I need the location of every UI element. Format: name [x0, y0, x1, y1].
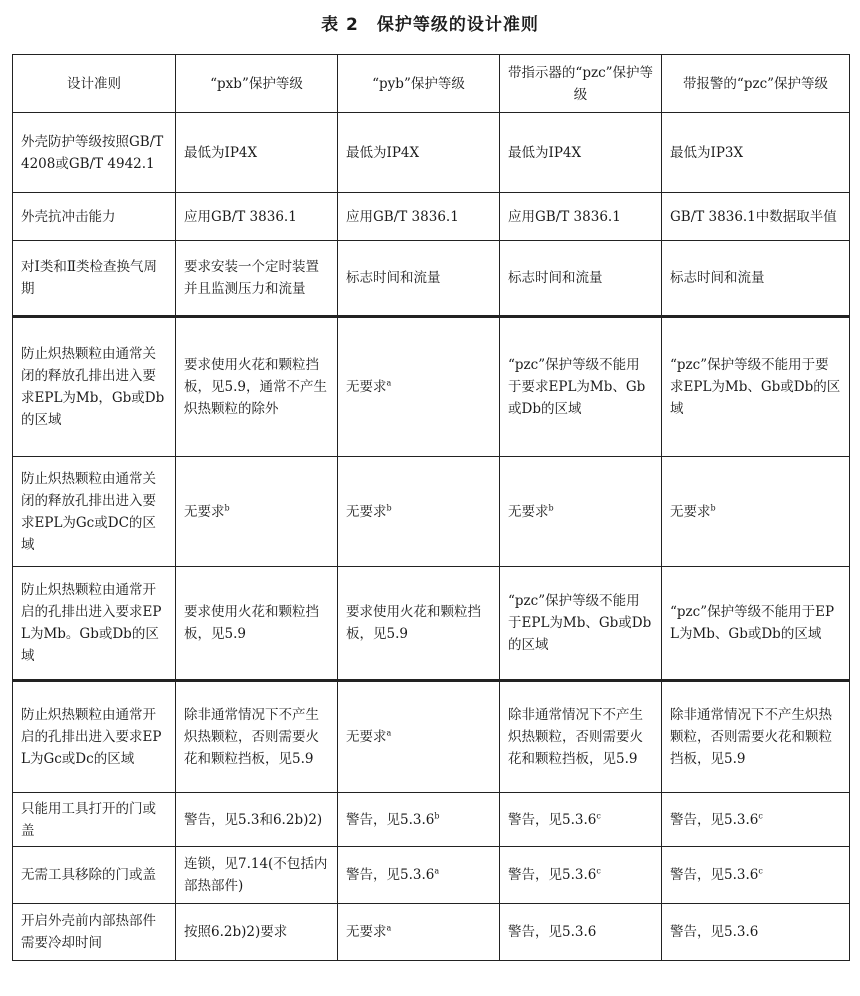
table-row [13, 457, 850, 567]
pxb-cell: 要求使用火花和颗粒挡板，见5.9 [176, 567, 338, 681]
table-row [13, 847, 850, 904]
pzc-indicator-cell: 应用GB/T 3836.1 [500, 193, 662, 241]
pzc-indicator-cell [500, 457, 662, 567]
header-row [13, 55, 850, 113]
pzc-alarm-cell: 除非通常情况下不产生炽热颗粒，否则需要火花和颗粒挡板，见5.9 [662, 681, 850, 793]
cell-text: 警告，见5.3.6 [346, 867, 435, 883]
pxb-cell: 按照6.2b)2)要求 [176, 904, 338, 961]
design-criteria-table [12, 54, 850, 961]
pxb-cell: 除非通常情况下不产生炽热颗粒，否则需要火花和颗粒挡板，见5.9 [176, 681, 338, 793]
footnote-marker: c [596, 866, 601, 876]
pxb-cell [176, 457, 338, 567]
footnote-marker: c [758, 866, 763, 876]
criteria-cell: 外壳抗冲击能力 [13, 193, 176, 241]
cell-text: 无要求 [670, 503, 711, 520]
pzc-alarm-cell: 警告，见5.3.6 [662, 904, 850, 961]
footnote-marker: b [224, 503, 230, 512]
table-title: 表 2 保护等级的设计准则 [321, 15, 539, 35]
footnote-marker: a [434, 866, 440, 876]
table-row [13, 241, 850, 317]
pzc-alarm-cell: “pzc”保护等级不能用于要求EPL为Mb、Gb或Db的区域 [662, 317, 850, 457]
cell-text: 警告，见5.3.6 [508, 811, 597, 828]
footnote-marker: b [548, 503, 554, 512]
criteria-cell: 只能用工具打开的门或盖 [13, 793, 176, 847]
header-pzc-alarm: 带报警的“pzc”保护等级 [662, 55, 850, 113]
cell-text: 警告，见5.3.6 [670, 811, 759, 828]
table-row [13, 567, 850, 681]
footnote-marker: a [386, 378, 392, 388]
cell-text: 警告，见5.3.6 [508, 867, 597, 883]
footnote-marker: b [386, 503, 392, 512]
footnote-marker: b [710, 503, 716, 512]
criteria-cell: 防止炽热颗粒由通常开启的孔排出进入要求EPL为Mb。Gb或Db的区域 [13, 567, 176, 681]
pxb-cell: 应用GB/T 3836.1 [176, 193, 338, 241]
cell-text: 无要求 [346, 924, 387, 940]
header-pzc-indicator: 带指示器的“pzc”保护等级 [500, 55, 662, 113]
pzc-indicator-cell: 除非通常情况下不产生炽热颗粒，否则需要火花和颗粒挡板，见5.9 [500, 681, 662, 793]
pyb-cell [338, 317, 500, 457]
pzc-indicator-cell: 最低为IP4X [500, 113, 662, 193]
pyb-cell [338, 457, 500, 567]
table-row [13, 681, 850, 793]
pxb-cell: 警告，见5.3和6.2b)2) [176, 793, 338, 847]
table-row [13, 793, 850, 847]
pxb-cell: 要求安装一个定时装置并且监测压力和流量 [176, 241, 338, 317]
pzc-alarm-cell: 标志时间和流量 [662, 241, 850, 317]
pzc-alarm-cell: “pzc”保护等级不能用于EPL为Mb、Gb或Db的区域 [662, 567, 850, 681]
table-row [13, 113, 850, 193]
pyb-cell [338, 847, 500, 904]
pzc-indicator-cell: “pzc”保护等级不能用于要求EPL为Mb、Gb或Db的区域 [500, 317, 662, 457]
pzc-alarm-cell [662, 847, 850, 904]
pzc-indicator-cell [500, 847, 662, 904]
pyb-cell: 要求使用火花和颗粒挡板，见5.9 [338, 567, 500, 681]
criteria-cell: 防止炽热颗粒由通常开启的孔排出进入要求EPL为Gc或Dc的区域 [13, 681, 176, 793]
cell-text: 无要求 [346, 729, 387, 745]
footnote-marker: b [434, 811, 440, 820]
header-criteria: 设计准则 [13, 55, 176, 113]
table-row [13, 317, 850, 457]
cell-text: 无要求 [346, 379, 387, 395]
pyb-cell: 最低为IP4X [338, 113, 500, 193]
pyb-cell [338, 904, 500, 961]
pxb-cell: 最低为IP4X [176, 113, 338, 193]
pzc-alarm-cell: 最低为IP3X [662, 113, 850, 193]
cell-text: 警告，见5.3.6 [346, 811, 435, 828]
cell-text: 无要求 [508, 503, 549, 520]
footnote-marker: a [386, 728, 392, 738]
footnote-marker: c [596, 811, 601, 820]
header-pyb: “pyb”保护等级 [338, 55, 500, 113]
cell-text: 无要求 [346, 503, 387, 520]
pxb-cell: 要求使用火花和颗粒挡板，见5.9，通常不产生炽热颗粒的除外 [176, 317, 338, 457]
pzc-alarm-cell: GB/T 3836.1中数据取半值 [662, 193, 850, 241]
table-row [13, 904, 850, 961]
pzc-alarm-cell [662, 793, 850, 847]
cell-text: 无要求 [184, 503, 225, 520]
pyb-cell: 标志时间和流量 [338, 241, 500, 317]
criteria-cell: 防止炽热颗粒由通常关闭的释放孔排出进入要求EPL为Gc或DC的区域 [13, 457, 176, 567]
criteria-cell: 对Ⅰ类和Ⅱ类检查换气周期 [13, 241, 176, 317]
footnote-marker: c [758, 811, 763, 820]
pzc-indicator-cell: “pzc”保护等级不能用于EPL为Mb、Gb或Db的区域 [500, 567, 662, 681]
table-row [13, 193, 850, 241]
pyb-cell [338, 681, 500, 793]
criteria-cell: 外壳防护等级按照GB/T 4208或GB/T 4942.1 [13, 113, 176, 193]
pzc-alarm-cell [662, 457, 850, 567]
header-pxb: “pxb”保护等级 [176, 55, 338, 113]
criteria-cell: 开启外壳前内部热部件需要冷却时间 [13, 904, 176, 961]
pzc-indicator-cell [500, 793, 662, 847]
pyb-cell [338, 793, 500, 847]
criteria-cell: 无需工具移除的门或盖 [13, 847, 176, 904]
cell-text: 警告，见5.3.6 [670, 867, 759, 883]
pyb-cell: 应用GB/T 3836.1 [338, 193, 500, 241]
pxb-cell: 连锁，见7.14(不包括内部热部件) [176, 847, 338, 904]
pzc-indicator-cell: 标志时间和流量 [500, 241, 662, 317]
pzc-indicator-cell: 警告，见5.3.6 [500, 904, 662, 961]
footnote-marker: a [386, 923, 392, 933]
criteria-cell: 防止炽热颗粒由通常关闭的释放孔排出进入要求EPL为Mb，Gb或Db的区域 [13, 317, 176, 457]
